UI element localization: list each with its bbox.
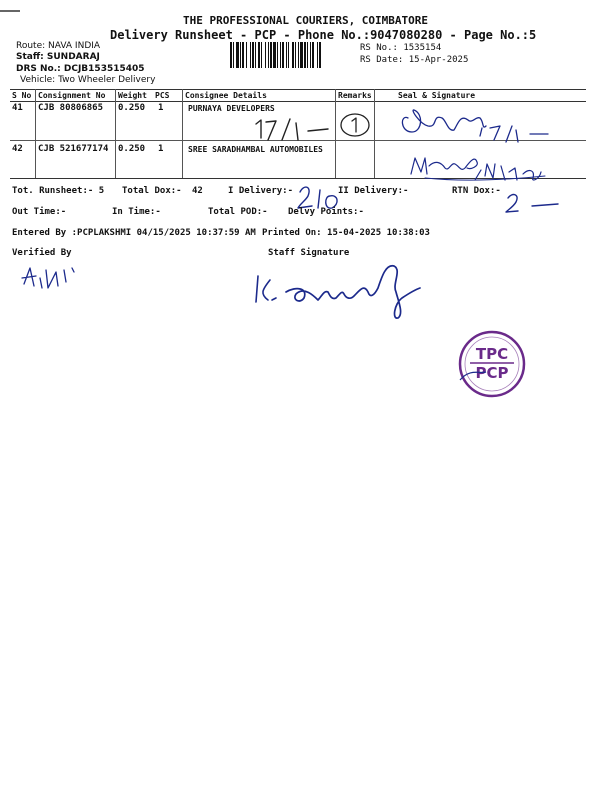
company-title: THE PROFESSIONAL COURIERS, COIMBATORE xyxy=(183,14,429,27)
route-info: Route: NAVA INDIA xyxy=(16,41,101,51)
barcode-bar xyxy=(317,42,318,68)
printed-on: Printed On: 15-04-2025 10:38:03 xyxy=(262,228,430,238)
header-consignment: Consignment No xyxy=(38,91,106,100)
row-42-weight: 0.250 xyxy=(118,144,146,154)
barcode-bar xyxy=(233,42,234,68)
barcode-bar xyxy=(304,42,306,68)
row-41-weight: 0.250 xyxy=(118,103,146,113)
row-41-circled-count xyxy=(338,111,374,139)
delvy-points-label: Delvy Points:- xyxy=(288,207,364,217)
header-sno: S No xyxy=(12,91,32,100)
header-seal-signature: Seal & Signature xyxy=(398,91,476,100)
barcode-bar xyxy=(292,42,294,68)
ii-delivery-label: II Delivery:- xyxy=(338,186,409,196)
barcode-bar xyxy=(252,42,254,68)
barcode-bar xyxy=(312,42,314,68)
total-pod-label: Total POD:- xyxy=(208,207,268,217)
col-sep xyxy=(374,89,375,178)
barcode-bar xyxy=(261,42,262,68)
stamp-line1: TPC xyxy=(475,345,509,363)
barcode-bar xyxy=(319,42,321,68)
barcode-bar xyxy=(240,42,241,68)
barcode-bar xyxy=(255,42,256,68)
total-runsheet: Tot. Runsheet:- 5 xyxy=(12,186,105,196)
rtn-dox-label: RTN Dox:- xyxy=(452,186,501,196)
barcode xyxy=(230,42,355,68)
barcode-bar xyxy=(273,42,276,68)
header-weight: Weight xyxy=(118,91,147,100)
i-delivery-label: I Delivery:- xyxy=(228,186,294,196)
drs-number: DRS No.: DCJB153515405 xyxy=(16,64,145,74)
row-41-handwritten-remark xyxy=(252,116,332,146)
verified-by-label: Verified By xyxy=(12,248,72,258)
barcode-bar xyxy=(288,42,289,68)
barcode-bar xyxy=(246,42,247,68)
header-pcs: PCS xyxy=(155,91,170,100)
barcode-bar xyxy=(298,42,299,68)
barcode-bar xyxy=(310,42,311,68)
barcode-bar xyxy=(265,42,266,68)
total-dox-label: Total Dox:- xyxy=(122,186,182,196)
entered-by: Entered By :PCPLAKSHMI 04/15/2025 10:37:59 AM xyxy=(12,228,256,238)
rs-number: RS No.: 1535154 xyxy=(360,43,442,53)
barcode-bar xyxy=(236,42,239,68)
table-top-rule xyxy=(10,89,586,90)
col-sep xyxy=(182,89,183,178)
row-41-pcs: 1 xyxy=(158,103,164,113)
barcode-bar xyxy=(295,42,296,68)
header-remarks: Remarks xyxy=(338,91,372,100)
total-dox-value: 42 xyxy=(192,186,203,196)
barcode-bar xyxy=(286,42,287,68)
barcode-bar xyxy=(280,42,281,68)
staff-info: Staff: SUNDARAJ xyxy=(16,52,100,62)
barcode-bar xyxy=(250,42,251,68)
col-sep xyxy=(115,89,116,178)
barcode-bar xyxy=(300,42,303,68)
barcode-bar xyxy=(282,42,284,68)
col-sep xyxy=(335,89,336,178)
barcode-bar xyxy=(258,42,260,68)
row-42-sno: 42 xyxy=(12,144,23,154)
rs-date: RS Date: 15-Apr-2025 xyxy=(360,55,469,65)
barcode-bar xyxy=(230,42,232,68)
barcode-bar xyxy=(268,42,269,68)
barcode-bar xyxy=(242,42,244,68)
staff-signature xyxy=(252,256,432,326)
row-42-consignee: SREE SARADHAMBAL AUTOMOBILES xyxy=(188,145,323,154)
barcode-bar xyxy=(277,42,278,68)
row-41-sno: 41 xyxy=(12,103,23,113)
top-scan-artifact xyxy=(0,10,20,12)
stamp-line2: PCP xyxy=(475,364,509,382)
rtn-dox-handwritten xyxy=(504,190,564,216)
in-time-label: In Time:- xyxy=(112,207,161,217)
row-42-pcs: 1 xyxy=(158,144,164,154)
row-42-consignment: CJB 521677174 xyxy=(38,144,109,154)
row-41-consignee: PURNAYA DEVELOPERS xyxy=(188,104,275,113)
staff-signature-label: Staff Signature xyxy=(268,248,350,258)
vehicle-info: Vehicle: Two Wheeler Delivery xyxy=(20,75,156,85)
header-consignee: Consignee Details xyxy=(185,91,267,100)
barcode-bar xyxy=(307,42,308,68)
out-time-label: Out Time:- xyxy=(12,207,67,217)
row-41-consignment: CJB 80806865 xyxy=(38,103,104,113)
table-header-rule xyxy=(10,101,586,102)
runsheet-subtitle: Delivery Runsheet - PCP - Phone No.:9047080280 - Page No.:5 xyxy=(110,28,537,42)
col-sep xyxy=(35,89,36,178)
verified-by-signature xyxy=(16,262,86,296)
tpc-pcp-stamp xyxy=(456,328,528,400)
row-41-signature xyxy=(398,104,568,146)
barcode-bar xyxy=(270,42,272,68)
